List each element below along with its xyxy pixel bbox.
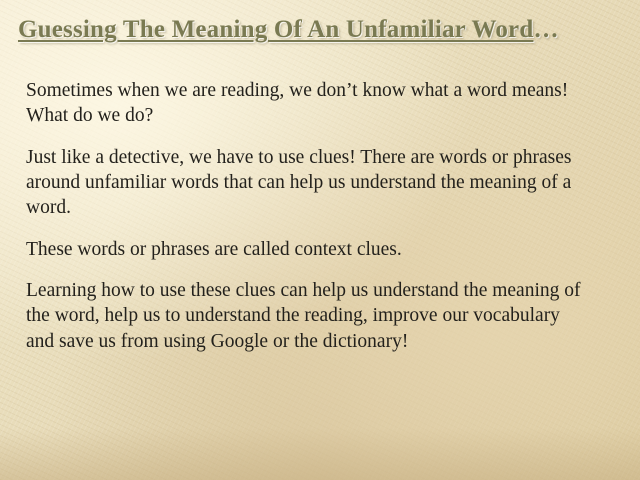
slide-body <box>26 78 614 354</box>
slide-title <box>18 16 622 44</box>
body-paragraph-1: Sometimes when we are reading, we don’t know what a word means! What do we do? <box>26 80 569 127</box>
body-paragraph-2: Just like a detective, we have to use clues! There are words or phrases around unfamiliar words that can help us understand the meaning of a word. <box>26 146 572 219</box>
slide-title-container <box>0 16 640 44</box>
body-paragraph-4: Learning how to use these clues can help us understand the meaning of the word, help us to understand the reading, improve our vocabulary and save us from using Google or the dictionary! <box>26 280 581 352</box>
slide-title-ellipsis: … <box>533 16 559 43</box>
slide-title-text: Guessing The Meaning Of An Unfamiliar Word <box>18 16 534 43</box>
body-paragraph-3: These words or phrases are called context clues. <box>26 238 402 260</box>
